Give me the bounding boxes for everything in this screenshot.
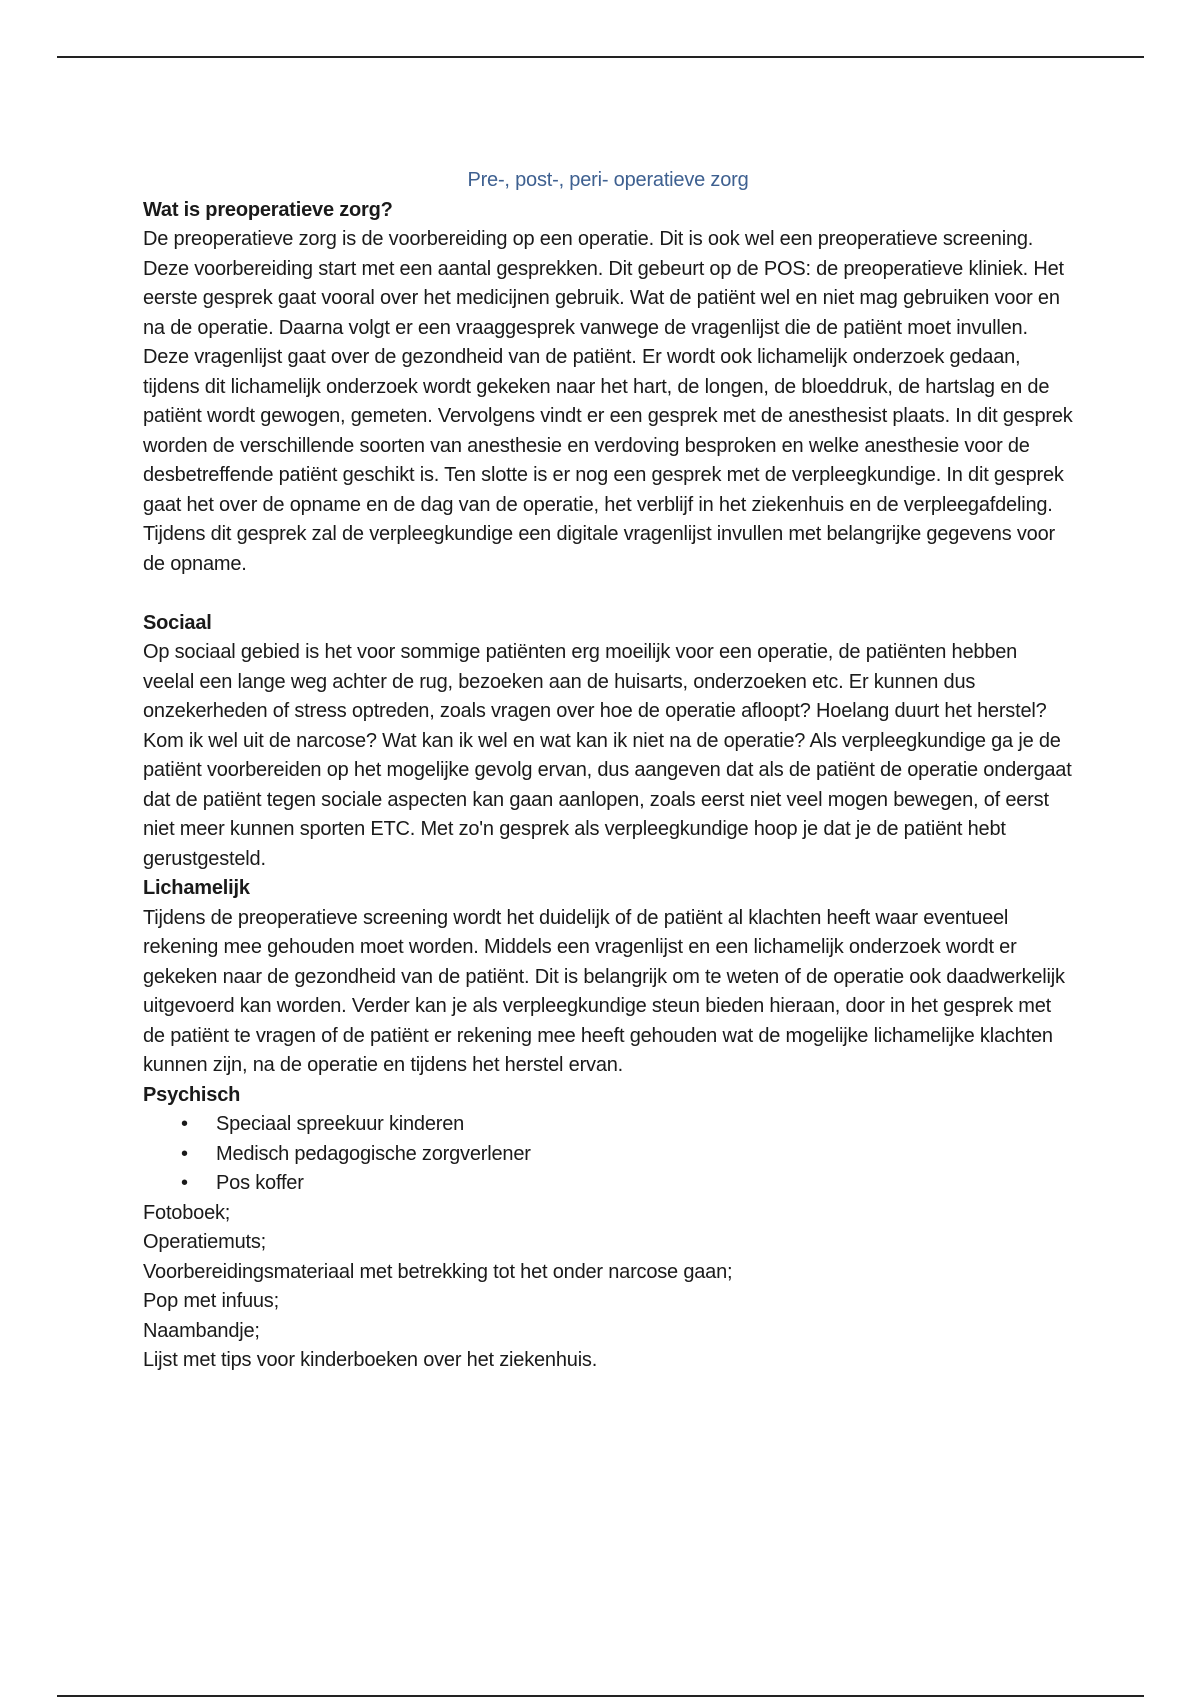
section-heading-psychisch: Psychisch xyxy=(143,1083,241,1106)
text-line-lijst-met-tips: Lijst met tips voor kinderboeken over het ziekenhuis. xyxy=(143,1349,598,1371)
paragraph-sociaal: Op sociaal gebied is het voor sommige patiënten erg moeilijk voor een operatie, de patiënten hebben veelal een lange weg achter de rug, bezoeken aan de huisarts, onderzoeken etc. Er kunnen dus onzekerheden of stress optreden, zoals vragen over hoe de operatie afloopt? Hoelang duurt het herstel? Kom ik wel uit de narcose? Wat kan ik wel en wat kan ik niet na de operatie? Als verpleegkundige ga je de patiënt voorbereiden op het mogelijke gevolg ervan, dus aangeven dat als de patiënt de operatie ondergaat dat de patiënt tegen sociale aspecten kan gaan aanlopen, zoals eerst niet veel mogen bewegen, of eerst niet meer kunnen sporten ETC. Met zo'n gesprek als verpleegkundige hoop je dat je de patiënt hebt gerustgesteld. xyxy=(143,641,1072,870)
footer-rule xyxy=(57,1695,1144,1697)
section-heading-lichamelijk: Lichamelijk xyxy=(143,877,250,899)
section-heading-preoperatieve-zorg: Wat is preoperatieve zorg? xyxy=(143,198,393,221)
paragraph-lichamelijk: Tijdens de preoperatieve screening wordt het duidelijk of de patiënt al klachten heeft waar eventueel rekening mee gehouden moet worden. Middels een vragenlijst en een lichamelijk onderzoek wordt er gekeken naar de gezondheid van de patiënt. Dit is belangrijk om te weten of de operatie ook daadwerkelijk uitgevoerd kan worden. Verder kan je als verpleegkundige steun bieden hieraan, door in het gesprek met de patiënt te vragen of de patiënt er rekening mee heeft gehouden wat de mogelijke lichamelijke klachten kunnen zijn, na de operatie en tijdens het herstel ervan. xyxy=(143,906,1065,1076)
list-item: • Medisch pedagogische zorgverlener xyxy=(143,1140,1073,1170)
document-body xyxy=(143,166,1073,1376)
list-item: • Pos koffer xyxy=(143,1169,1073,1199)
text-line-voorbereidingsmateriaal: Voorbereidingsmateriaal met betrekking tot het onder narcose gaan; xyxy=(143,1260,733,1283)
text-line-fotoboek: Fotoboek; xyxy=(143,1201,231,1224)
paragraph-spacer xyxy=(143,579,1073,609)
text-line-operatiemuts: Operatiemuts; xyxy=(143,1231,267,1253)
section-heading-sociaal: Sociaal xyxy=(143,611,212,634)
list-item: • Speciaal spreekuur kinderen xyxy=(143,1110,1073,1140)
document-title: Pre-, post-, peri- operatieve zorg xyxy=(467,169,749,191)
text-line-pop-met-infuus: Pop met infuus; xyxy=(143,1290,279,1312)
text-line-naambandje: Naambandje; xyxy=(143,1319,260,1342)
psychisch-bullet-list xyxy=(143,1110,1073,1199)
header-rule xyxy=(57,56,1144,58)
paragraph-preoperatieve-zorg: De preoperatieve zorg is de voorbereiding op een operatie. Dit is ook wel een preoperatieve screening. Deze voorbereiding start met een aantal gesprekken. Dit gebeurt op de POS: de preoperatieve kliniek. Het eerste gesprek gaat vooral over het medicijnen gebruik. Wat de patiënt wel en niet mag gebruiken voor en na de operatie. Daarna volgt er een vraaggesprek vanwege de vragenlijst die de patiënt moet invullen. Deze vragenlijst gaat over de gezondheid van de patiënt. Er wordt ook lichamelijk onderzoek gedaan, tijdens dit lichamelijk onderzoek wordt gekeken naar het hart, de longen, de bloeddruk, de hartslag en de patiënt wordt gewogen, gemeten. Vervolgens vindt er een gesprek met de anesthesist plaats. In dit gesprek worden de verschillende soorten van anesthesie en verdoving besproken en welke anesthesie voor de desbetreffende patiënt geschikt is. Ten slotte is er nog een gesprek met de verpleegkundige. In dit gesprek gaat het over de opname en de dag van de operatie, het verblijf in het ziekenhuis en de verpleegafdeling. Tijdens dit gesprek zal de verpleegkundige een digitale vragenlijst invullen met belangrijke gegevens voor de opname. xyxy=(143,228,1073,575)
